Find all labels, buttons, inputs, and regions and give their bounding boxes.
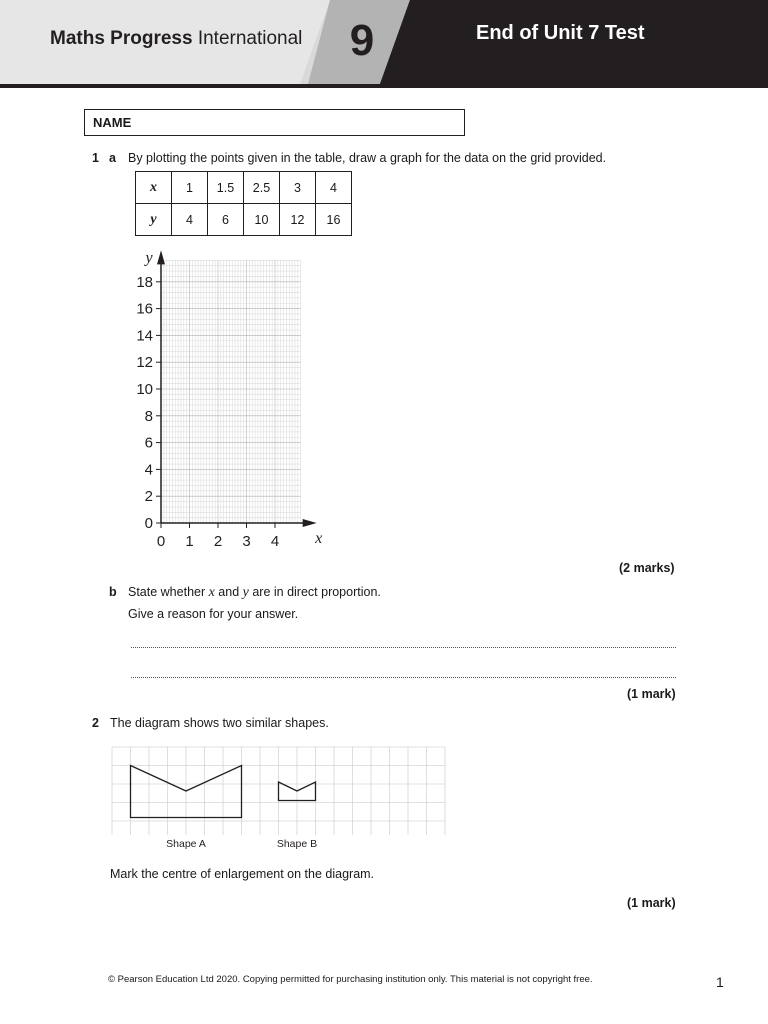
y-tick-label: 0 <box>144 515 153 532</box>
y-tick-label: 2 <box>144 488 153 506</box>
x-axis-label: x <box>315 530 323 547</box>
y-tick-label: 8 <box>144 407 153 425</box>
header-rule <box>0 84 768 88</box>
q1b-marks: (1 mark) <box>627 687 676 701</box>
answer-line-2[interactable] <box>131 676 676 678</box>
similar-shapes-diagram[interactable] <box>112 747 446 851</box>
var-x: x <box>208 585 215 600</box>
table-cell: 10 <box>244 204 280 236</box>
table-head-x: x <box>136 172 172 204</box>
x-tick-label: 2 <box>213 533 223 550</box>
test-title: End of Unit 7 Test <box>476 22 645 44</box>
table-row-x <box>136 172 352 204</box>
shape-b-label: Shape B <box>276 838 318 850</box>
q2-number: 2 <box>92 716 99 730</box>
table-cell: 1.5 <box>208 172 244 204</box>
brand-bold: Maths Progress <box>50 28 193 49</box>
y-tick-label: 4 <box>144 461 153 479</box>
table-head-y: y <box>136 204 172 236</box>
brand-regular: International <box>192 28 303 49</box>
page-number: 1 <box>716 974 724 990</box>
y-tick-label: 16 <box>136 300 153 318</box>
y-tick-label: 6 <box>144 434 153 452</box>
table-cell: 4 <box>172 204 208 236</box>
y-tick-label: 12 <box>136 354 153 372</box>
table-cell: 6 <box>208 204 244 236</box>
unit-number: 9 <box>349 16 375 65</box>
q1b-reason-prompt: Give a reason for your answer. <box>128 607 299 621</box>
q2-marks: (1 mark) <box>627 896 676 910</box>
plot-grid[interactable] <box>120 248 323 558</box>
var-y: y <box>242 585 249 600</box>
table-cell: 2.5 <box>244 172 280 204</box>
table-cell: 1 <box>172 172 208 204</box>
q1a-marks: (2 marks) <box>619 561 675 575</box>
y-tick-label: 18 <box>136 273 153 291</box>
q2-text: The diagram shows two similar shapes. <box>110 716 329 730</box>
name-label: NAME <box>93 115 132 130</box>
shape-a-label: Shape A <box>166 838 206 850</box>
name-field[interactable] <box>84 109 465 136</box>
q1b-letter: b <box>109 585 117 599</box>
grid-lines <box>161 260 301 523</box>
table-cell: 12 <box>280 204 316 236</box>
x-tick-label: 3 <box>242 533 251 550</box>
q1b-text: State whether x and y are in direct proportion. <box>128 585 381 600</box>
x-tick-label: 0 <box>156 533 166 550</box>
y-tick-label: 14 <box>136 327 153 345</box>
table-cell: 4 <box>316 172 352 204</box>
copyright-footer: © Pearson Education Ltd 2020. Copying permitted for purchasing institution only. This material is not copyright free. <box>108 974 593 985</box>
q2-instruction: Mark the centre of enlargement on the diagram. <box>110 867 375 881</box>
table-cell: 16 <box>316 204 352 236</box>
brand-title <box>50 28 302 50</box>
x-tick-label: 1 <box>185 533 194 550</box>
x-tick-label: 4 <box>270 533 280 550</box>
table-cell: 3 <box>280 172 316 204</box>
q1a-text: By plotting the points given in the table, draw a graph for the data on the grid provided. <box>128 151 607 165</box>
answer-line-1[interactable] <box>131 646 676 648</box>
q1a-letter: a <box>109 151 116 165</box>
y-axis-arrow <box>157 250 165 264</box>
y-tick-label: 10 <box>136 381 153 398</box>
x-axis-arrow <box>303 519 317 527</box>
y-axis-label: y <box>145 249 153 267</box>
table-row-y <box>136 204 352 236</box>
data-table <box>135 171 352 236</box>
q1-number: 1 <box>92 151 99 165</box>
